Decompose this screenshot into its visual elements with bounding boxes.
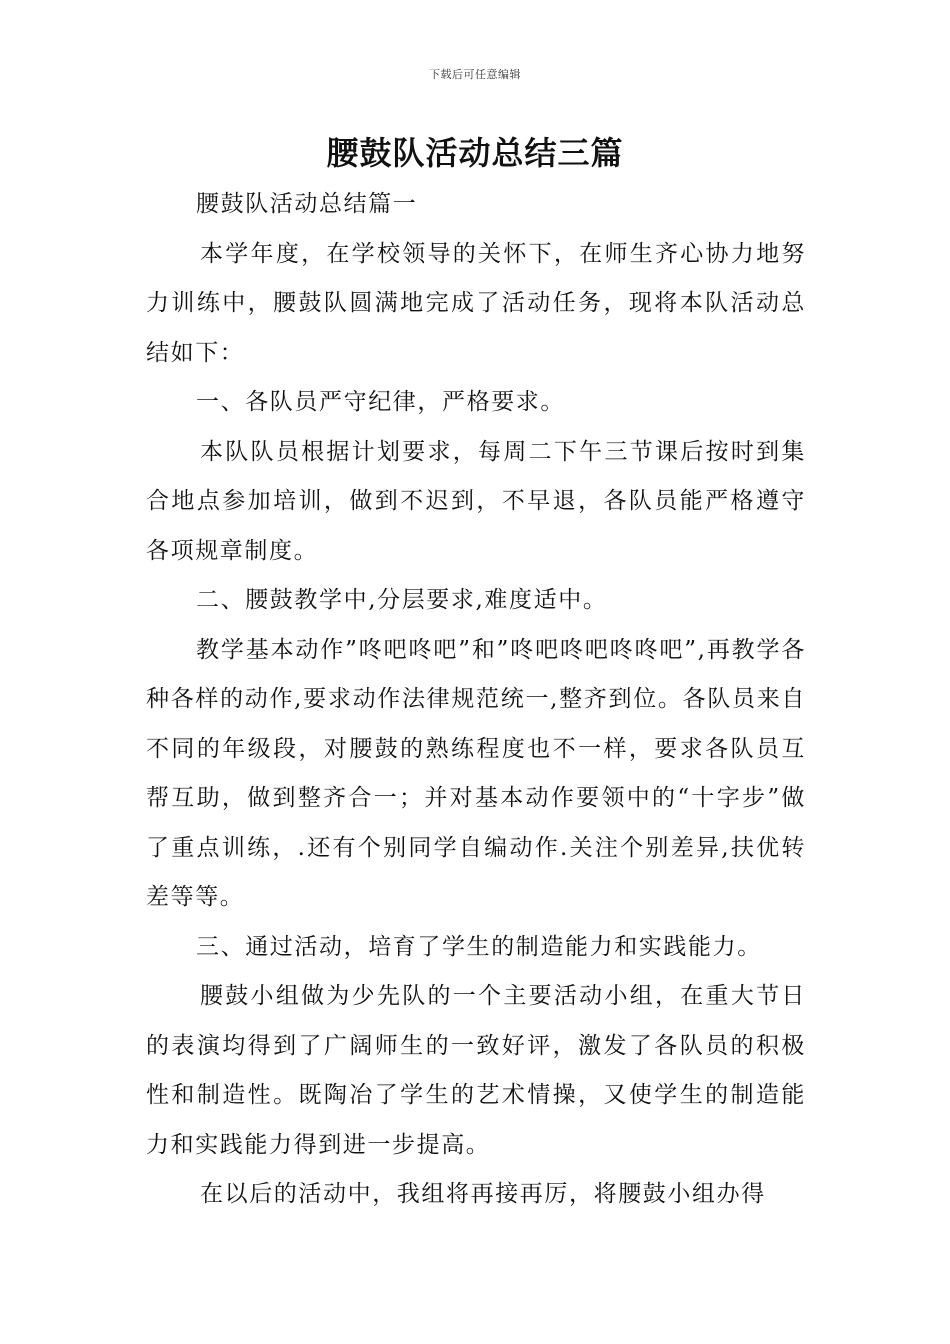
section-heading-part-one: 腰鼓队活动总结篇一 xyxy=(196,191,418,217)
document-title: 腰鼓队活动总结三篇 xyxy=(326,134,624,172)
paragraph-future: 在以后的活动中，我组将再接再厉，将腰鼓小组办得 xyxy=(200,1181,766,1207)
section-heading-activities: 三、通过活动，培育了学生的制造能力和实践能力。 xyxy=(196,933,762,960)
paragraph-discipline: 本队队员根据计划要求，每周二下午三节课后按时到集合地点参加培训，做到不迟到，不早退，各队员能严格遵守各项规章制度。 xyxy=(146,438,806,564)
header-note: 下载后可任意编辑 xyxy=(429,68,521,81)
paragraph-teaching: 教学基本动作”咚吧咚吧”和”咚吧咚吧咚咚吧”,再教学各种各样的动作,要求动作法律规范统一,整齐到位。各队员来自不同的年级段，对腰鼓的熟练程度也不一样，要求各队员互帮互助，做到整齐合一；并对基本动作要领中的“十字步”做了重点训练，.还有个别同学自编动作.关注个别差异,扶优转差等等。 xyxy=(146,636,806,910)
paragraph-activities: 腰鼓小组做为少先队的一个主要活动小组，在重大节日的表演均得到了广阔师生的一致好评，激发了各队员的积极性和制造性。既陶冶了学生的艺术情操，又使学生的制造能力和实践能力得到进一步提高。 xyxy=(146,983,806,1158)
document-body xyxy=(146,180,806,1220)
section-heading-teaching: 二、腰鼓教学中,分层要求,难度适中。 xyxy=(196,587,608,613)
paragraph-intro: 本学年度，在学校领导的关怀下，在师生齐心协力地努力训练中，腰鼓队圆满地完成了活动任务，现将本队活动总结如下： xyxy=(146,240,806,366)
section-heading-discipline: 一、各队员严守纪律，严格要求。 xyxy=(196,389,565,415)
